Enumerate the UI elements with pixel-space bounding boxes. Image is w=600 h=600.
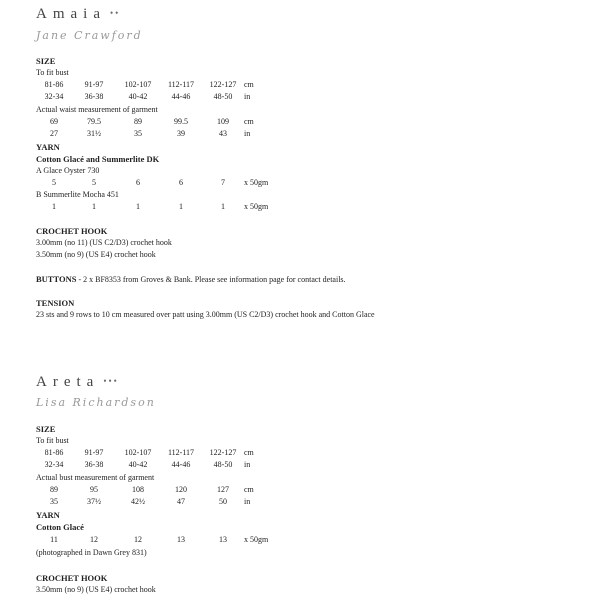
yarn-b-label: B Summerlite Mocha 451 — [36, 190, 119, 199]
table-cell: 69 — [50, 117, 58, 126]
table-cell: 39 — [177, 129, 185, 138]
table-cell: in — [244, 129, 251, 138]
table-cell: 37½ — [87, 497, 101, 506]
table-cell: cm — [244, 80, 254, 89]
to-fit-label: To fit bust — [36, 436, 69, 445]
table-cell: in — [244, 497, 251, 506]
table-cell: 32-34 — [44, 92, 64, 101]
yarn-heading: YARN — [36, 142, 60, 152]
difficulty-dots: ••• — [103, 376, 119, 386]
hook-heading: CROCHET HOOK — [36, 226, 108, 236]
table-cell: 108 — [132, 485, 144, 494]
table-cell: 89 — [50, 485, 58, 494]
tension-heading: TENSION — [36, 298, 75, 308]
table-cell: 91-97 — [84, 448, 104, 457]
table-cell: 32-34 — [44, 460, 64, 469]
table-cell: 127 — [217, 485, 229, 494]
table-cell: 42½ — [131, 497, 145, 506]
table-cell: 31½ — [87, 129, 101, 138]
table-cell: 12 — [90, 535, 98, 544]
table-cell: 13 — [177, 535, 185, 544]
table-cell: cm — [244, 448, 254, 457]
table-cell: 43 — [219, 129, 227, 138]
pattern-name: Areta — [36, 374, 100, 390]
table-cell: 5 — [92, 178, 96, 187]
table-cell: 81-86 — [44, 448, 64, 457]
table-cell: 95 — [90, 485, 98, 494]
buttons-line — [36, 274, 346, 285]
table-cell: 1 — [92, 202, 96, 211]
table-cell: 6 — [179, 178, 183, 187]
table-cell: in — [244, 92, 251, 101]
table-cell: 6 — [136, 178, 140, 187]
table-cell: 122-127 — [209, 448, 237, 457]
table-cell: 5 — [52, 178, 56, 187]
table-cell: 40-42 — [128, 460, 148, 469]
table-cell: cm — [244, 485, 254, 494]
table-cell: 50 — [219, 497, 227, 506]
table-cell: in — [244, 460, 251, 469]
pattern-title — [36, 6, 120, 23]
table-cell: 35 — [134, 129, 142, 138]
table-cell: 120 — [175, 485, 187, 494]
table-cell: 1 — [136, 202, 140, 211]
hook-line: 3.50mm (no 9) (US E4) crochet hook — [36, 250, 156, 259]
table-cell: 112-117 — [167, 448, 195, 457]
table-cell: 35 — [50, 497, 58, 506]
size-heading: SIZE — [36, 56, 56, 66]
table-cell: x 50gm — [244, 178, 269, 187]
table-cell: 1 — [221, 202, 225, 211]
designer-signature: Lisa Richardson — [36, 396, 156, 409]
table-cell: 99.5 — [174, 117, 188, 126]
table-cell: 47 — [177, 497, 185, 506]
table-cell: 102-107 — [124, 80, 152, 89]
tension-text: 23 sts and 9 rows to 10 cm measured over patt using 3.00mm (US C2/D3) crochet hook and Cotton Glace — [36, 310, 375, 319]
table-cell: 91-97 — [84, 80, 104, 89]
table-cell: 12 — [134, 535, 142, 544]
table-cell: 122-127 — [209, 80, 237, 89]
table-cell: cm — [244, 117, 254, 126]
table-cell: 36-38 — [84, 460, 104, 469]
difficulty-dots: •• — [109, 8, 121, 18]
table-cell: 81-86 — [44, 80, 64, 89]
table-cell: 1 — [52, 202, 56, 211]
designer-signature: Jane Crawford — [36, 29, 143, 42]
table-cell: 79.5 — [87, 117, 101, 126]
table-cell: 48-50 — [213, 460, 233, 469]
table-cell: 48-50 — [213, 92, 233, 101]
size-heading: SIZE — [36, 424, 56, 434]
table-cell: 11 — [50, 535, 58, 544]
table-cell: 1 — [179, 202, 183, 211]
table-cell: 7 — [221, 178, 225, 187]
pattern-name: Amaia — [36, 6, 106, 22]
yarn-a-label: A Glace Oyster 730 — [36, 166, 100, 175]
table-cell: 36-38 — [84, 92, 104, 101]
table-cell: 44-46 — [171, 92, 191, 101]
table-cell: x 50gm — [244, 202, 269, 211]
table-cell: 109 — [217, 117, 229, 126]
to-fit-label: To fit bust — [36, 68, 69, 77]
actual-measurement-label: Actual waist measurement of garment — [36, 105, 158, 114]
table-cell: 40-42 — [128, 92, 148, 101]
table-cell: x 50gm — [244, 535, 269, 544]
buttons-text: - 2 x BF8353 from Groves & Bank. Please see information page for contact details. — [76, 275, 346, 284]
table-cell: 13 — [219, 535, 227, 544]
table-cell: 102-107 — [124, 448, 152, 457]
actual-measurement-label: Actual bust measurement of garment — [36, 473, 155, 482]
table-cell: 89 — [134, 117, 142, 126]
hook-line: 3.00mm (no 11) (US C2/D3) crochet hook — [36, 238, 172, 247]
yarn-heading: YARN — [36, 510, 60, 520]
table-cell: 27 — [50, 129, 58, 138]
yarn-note: (photographed in Dawn Grey 831) — [36, 548, 147, 557]
table-cell: 112-117 — [167, 80, 195, 89]
hook-heading: CROCHET HOOK — [36, 573, 108, 583]
buttons-heading: BUTTONS — [36, 274, 77, 284]
pattern-title — [36, 374, 119, 391]
yarn-name: Cotton Glacé and Summerlite DK — [36, 154, 160, 164]
hook-line: 3.50mm (no 9) (US E4) crochet hook — [36, 585, 156, 594]
yarn-name: Cotton Glacé — [36, 522, 84, 532]
table-cell: 44-46 — [171, 460, 191, 469]
